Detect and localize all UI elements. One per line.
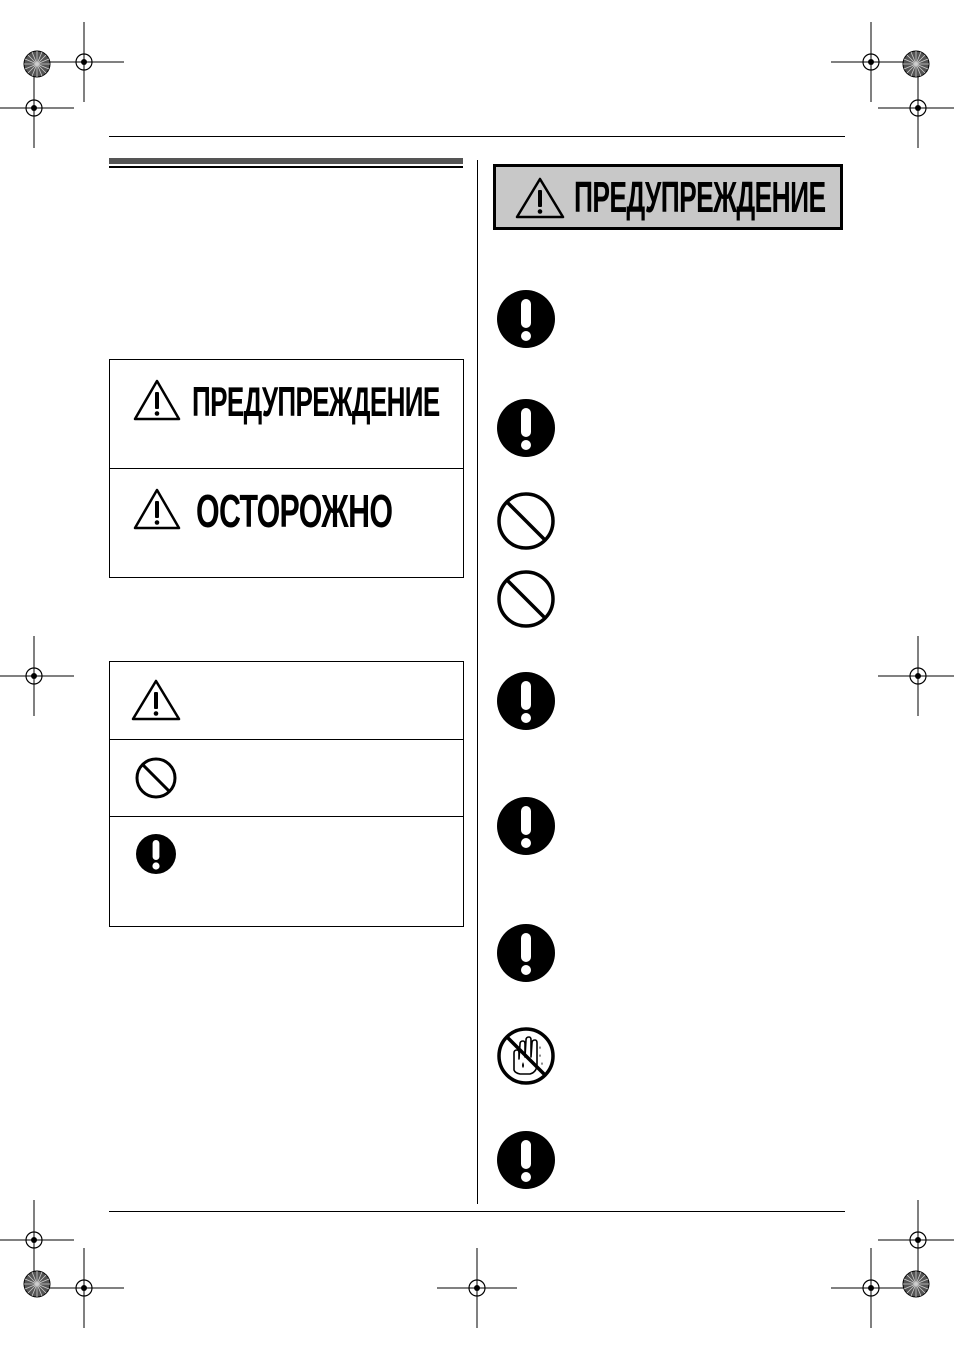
mandatory-action-icon — [496, 1130, 556, 1190]
mandatory-action-icon — [496, 796, 556, 856]
hazard-level-box — [109, 359, 464, 578]
warning-triangle-icon — [132, 378, 182, 422]
no-wet-hands-icon — [496, 1026, 556, 1086]
prohibition-icon — [496, 491, 556, 551]
warning-banner — [493, 164, 843, 230]
level-row-caution — [110, 469, 463, 577]
warning-triangle-icon — [514, 176, 566, 220]
section-heading-underline — [109, 166, 463, 168]
warning-triangle-icon — [130, 678, 182, 722]
banner-label: ПРЕДУПРЕЖДЕНИЕ — [574, 173, 826, 222]
row-divider — [110, 739, 463, 740]
level-label-caution: ОСТОРОЖНО — [196, 485, 393, 537]
level-row-warning — [110, 360, 463, 468]
section-heading-bar — [109, 158, 463, 164]
mandatory-action-icon — [496, 289, 556, 349]
prohibition-icon — [496, 569, 556, 629]
mandatory-action-icon — [496, 923, 556, 983]
prohibition-icon — [134, 756, 178, 800]
footer-rule — [109, 1211, 845, 1212]
symbol-legend-box — [109, 661, 464, 927]
level-label-warning: ПРЕДУПРЕЖДЕНИЕ — [192, 378, 440, 425]
header-rule — [109, 136, 845, 137]
row-divider — [110, 816, 463, 817]
column-divider — [477, 160, 478, 1204]
mandatory-action-icon — [496, 398, 556, 458]
warning-triangle-icon — [132, 487, 182, 531]
mandatory-action-icon — [496, 671, 556, 731]
mandatory-action-icon — [135, 833, 177, 875]
